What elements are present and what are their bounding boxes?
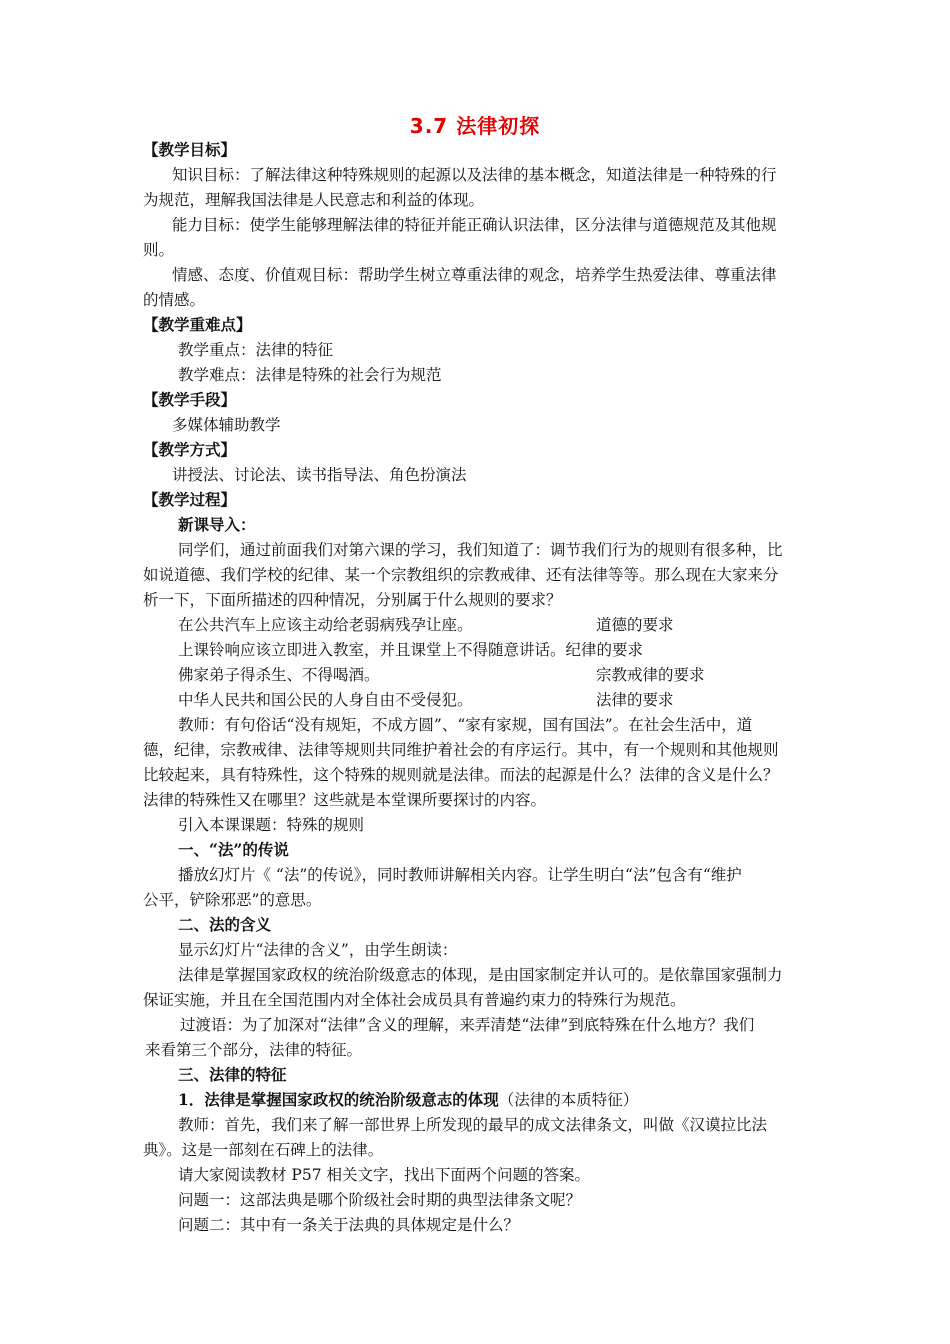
text-line: 如说道德、我们学校的纪律、某一个宗教组织的宗教戒律、还有法律等等。那么现在大家来分: [143, 566, 779, 584]
heading-teaching-process: 【教学过程】: [143, 491, 237, 509]
rule-type: 法律的要求: [596, 691, 674, 709]
text-line: 知识目标：了解法律这种特殊规则的起源以及法律的基本概念，知道法律是一种特殊的行: [172, 166, 777, 184]
heading-key-points: 【教学重难点】: [143, 316, 252, 334]
text-line: 保证实施，并且在全国范围内对全体社会成员具有普遍约束力的特殊行为规范。: [143, 991, 686, 1009]
text-line: 的情感。: [143, 291, 206, 309]
text-line: 过渡语：为了加深对“法律”含义的理解，来弄清楚“法律”到底特殊在什么地方？我们: [180, 1016, 755, 1034]
text-line: 比较起来，具有特殊性，这个特殊的规则就是法律。而法的起源是什么？法律的含义是什么？: [143, 766, 779, 784]
heading-teaching-goals: 【教学目标】: [143, 141, 237, 159]
rule-example: 上课铃响应该立即进入教室，并且课堂上不得随意讲话。纪律的要求: [178, 641, 644, 659]
text-line: 能力目标：使学生能够理解法律的特征并能正确认识法律，区分法律与道德规范及其他规: [172, 216, 777, 234]
rule-example: 中华人民共和国公民的人身自由不受侵犯。: [178, 691, 473, 709]
text-line: 教学难点：法律是特殊的社会行为规范: [178, 366, 442, 384]
text-line: 典》。这是一部刻在石碑上的法律。: [143, 1141, 384, 1159]
text-line: 法律的特殊性又在哪里？这些就是本堂课所要探讨的内容。: [143, 791, 547, 809]
rule-type: 道德的要求: [596, 616, 674, 634]
text-line: 多媒体辅助教学: [172, 416, 281, 434]
rule-type: 宗教戒律的要求: [596, 666, 705, 684]
text-line: 来看第三个部分，法律的特征。: [145, 1041, 363, 1059]
page-title: 3.7 法律初探: [409, 114, 541, 138]
text-line: 情感、态度、价值观目标：帮助学生树立尊重法律的观念，培养学生热爱法律、尊重法律: [172, 266, 777, 284]
heading-teaching-methods: 【教学方式】: [143, 441, 237, 459]
text-line: 引入本课课题：特殊的规则: [178, 816, 365, 834]
subheading-intro: 新课导入：: [178, 515, 256, 534]
rule-example: 在公共汽车上应该主动给老弱病残孕让座。: [178, 616, 473, 634]
text-line: 为规范，理解我国法律是人民意志和利益的体现。: [143, 191, 485, 209]
subsection-line: [178, 1090, 638, 1110]
text-line: 析一下，下面所描述的四种情况，分别属于什么规则的要求？: [143, 591, 562, 609]
heading-teaching-means: 【教学手段】: [143, 391, 237, 409]
section-heading-1: 一、“法”的传说: [178, 840, 289, 859]
text-line: 德，纪律，宗教戒律、法律等规则共同维护着社会的有序运行。其中，有一个规则和其他规则: [143, 741, 779, 759]
text-line: 问题一：这部法典是哪个阶级社会时期的典型法律条文呢？: [178, 1191, 582, 1209]
text-line: 请大家阅读教材 P57 相关文字，找出下面两个问题的答案。: [178, 1166, 591, 1184]
subsection-heading: 1．法律是掌握国家政权的统治阶级意志的体现: [178, 1090, 499, 1109]
text-line: 则。: [143, 241, 175, 259]
text-line: 讲授法、讨论法、读书指导法、角色扮演法: [172, 466, 467, 484]
text-line: 教师：首先，我们来了解一部世界上所发现的最早的成文法律条文，叫做《汉谟拉比法: [178, 1116, 768, 1134]
text-line: 播放幻灯片《 “法”的传说》，同时教师讲解相关内容。让学生明白“法”包含有“维护: [178, 866, 742, 884]
text-line: 显示幻灯片“法律的含义”，由学生朗读：: [178, 941, 458, 959]
subsection-note: （法律的本质特征）: [498, 1091, 639, 1109]
text-line: 公平，铲除邪恶”的意思。: [143, 891, 322, 909]
text-line: 法律是掌握国家政权的统治阶级意志的体现，是由国家制定并认可的。是依靠国家强制力: [178, 966, 783, 984]
section-heading-2: 二、法的含义: [178, 915, 272, 934]
section-heading-3: 三、法律的特征: [178, 1065, 287, 1084]
text-line: 问题二：其中有一条关于法典的具体规定是什么？: [178, 1216, 520, 1234]
rule-example: 佛家弟子得杀生、不得喝酒。: [178, 666, 380, 684]
text-line: 同学们，通过前面我们对第六课的学习，我们知道了：调节我们行为的规则有很多种，比: [178, 541, 783, 559]
text-line: 教师：有句俗话“没有规矩，不成方圆”、“家有家规，国有国法”。在社会生活中，道: [178, 716, 753, 734]
text-line: 教学重点：法律的特征: [178, 341, 334, 359]
